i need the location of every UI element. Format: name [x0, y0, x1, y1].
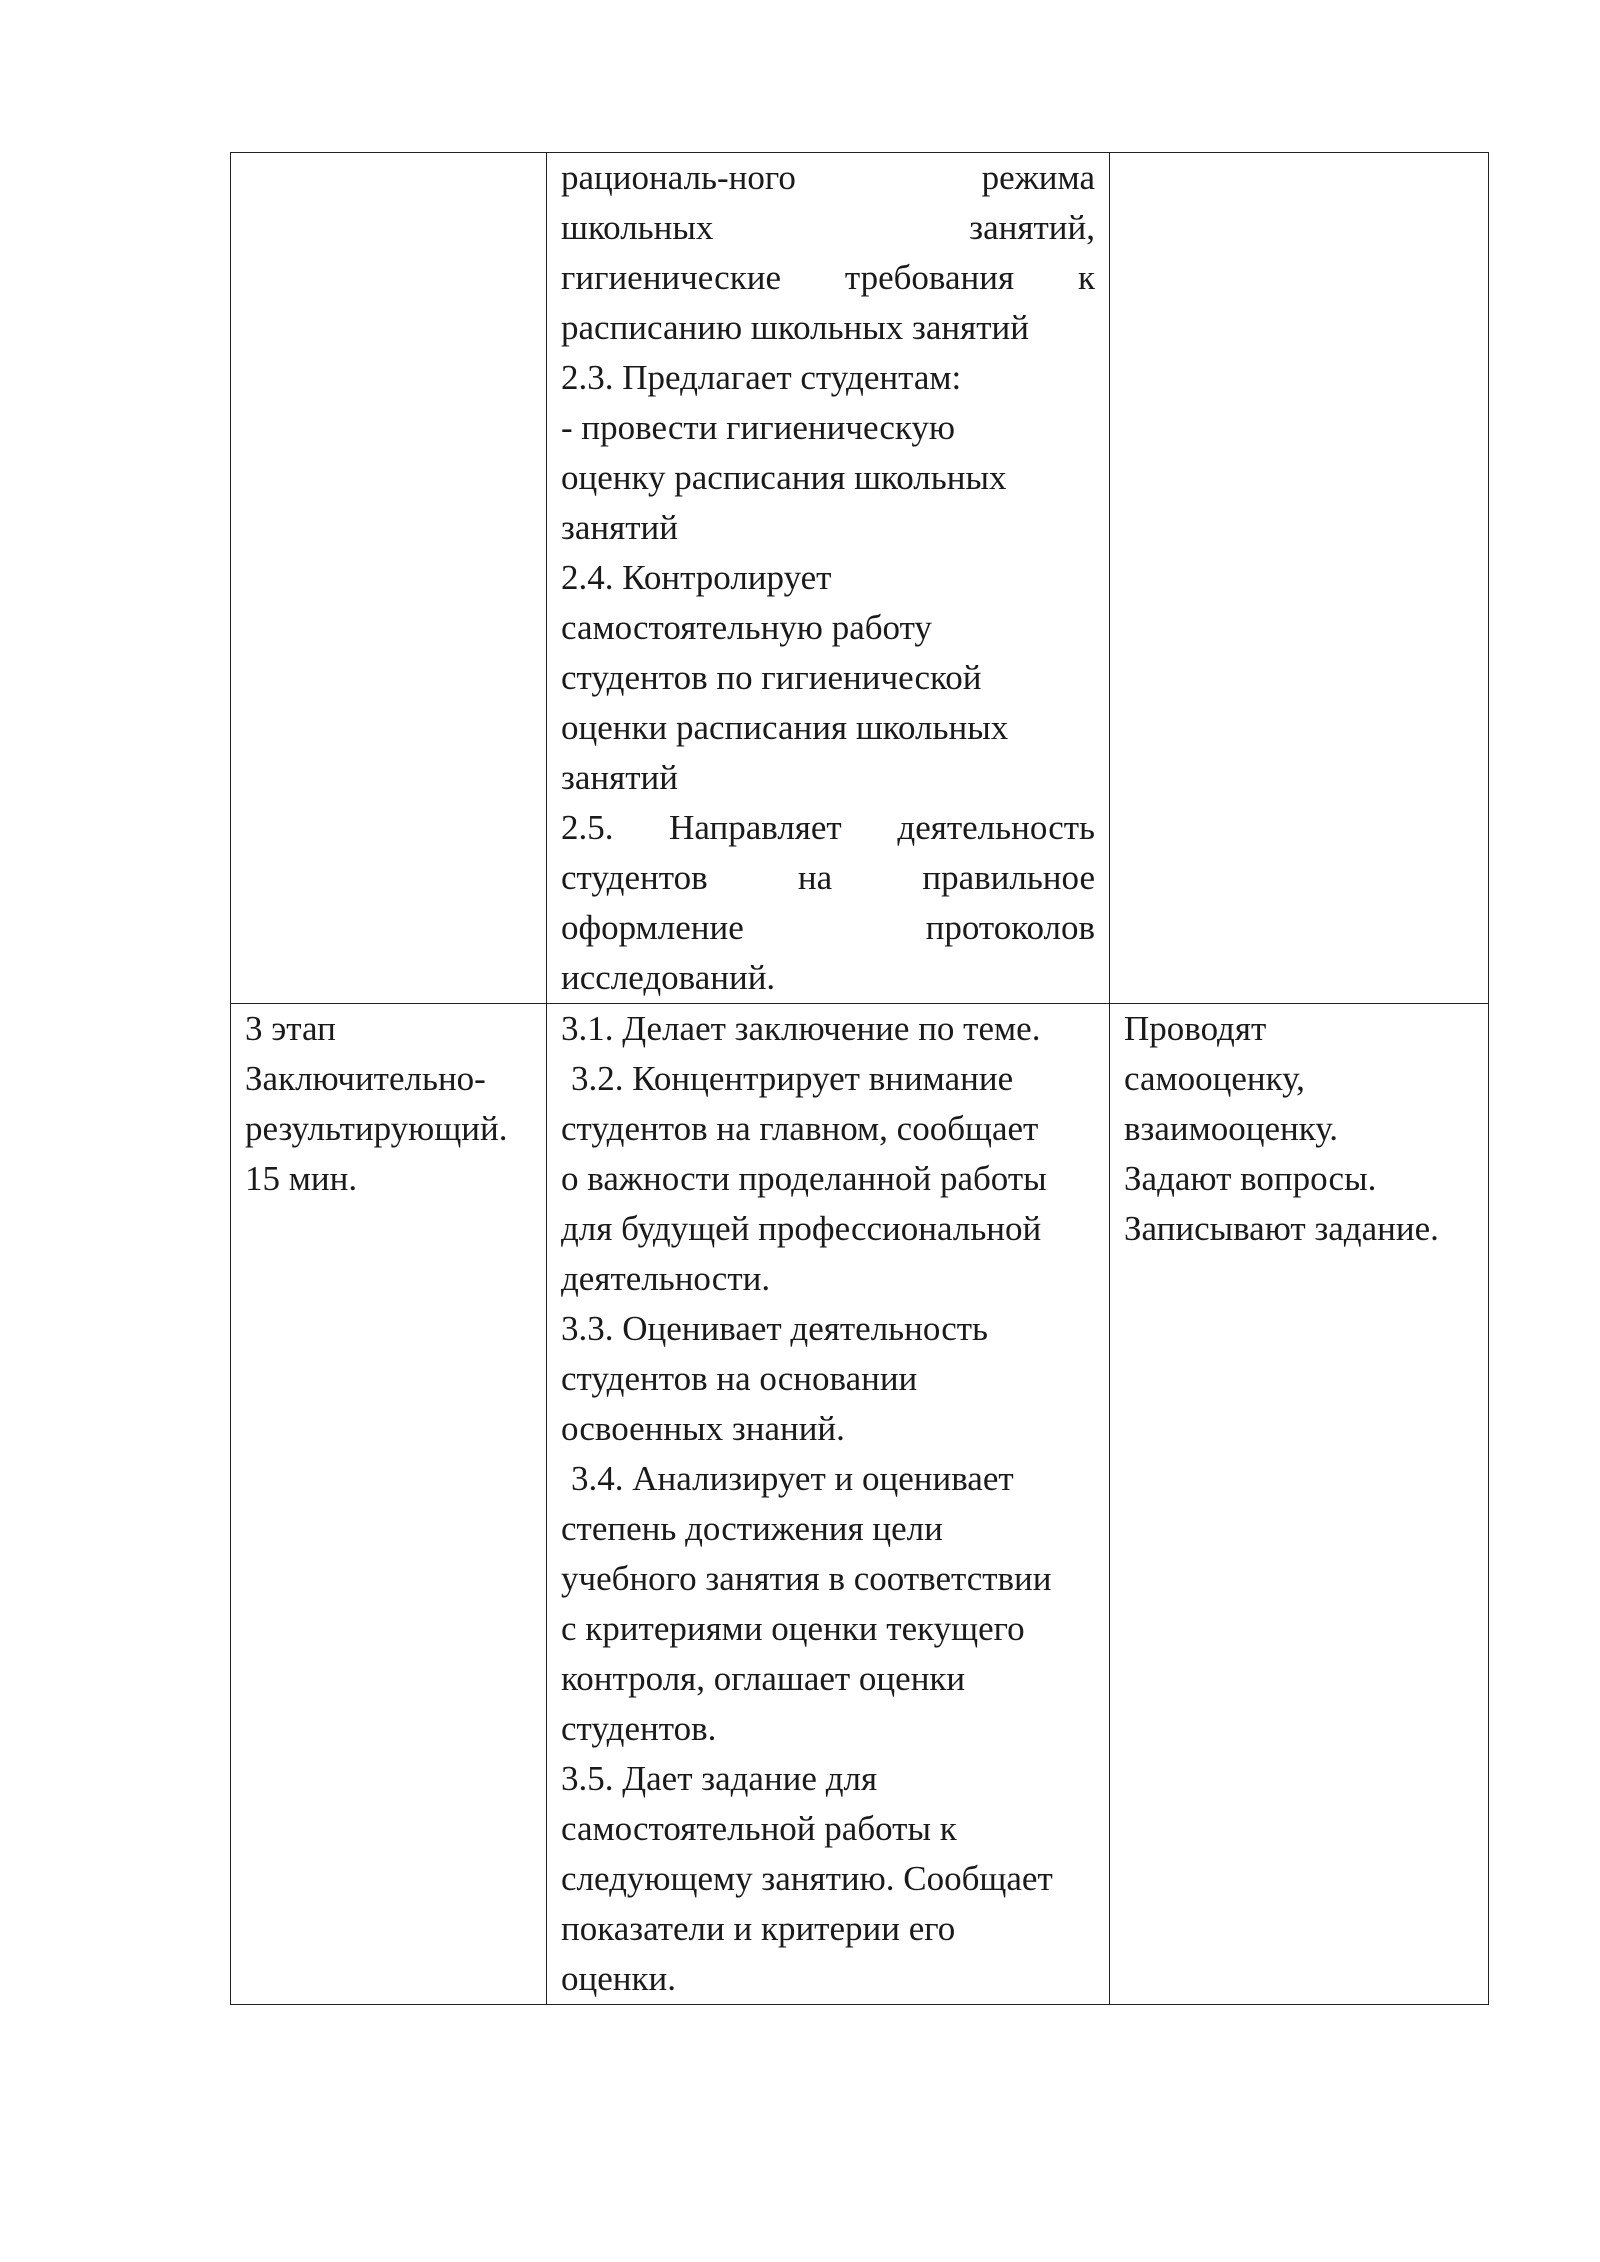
stage-title: Заключительно- [245, 1059, 486, 1098]
table-row [231, 1004, 1489, 2005]
text-line: студентов. [561, 1709, 717, 1748]
text-line: оценки. [561, 1959, 676, 1998]
stage-cell [231, 153, 547, 1004]
text-line: занятий [561, 758, 678, 797]
text-line: студентов на главном, сообщает [561, 1109, 1039, 1148]
text-line: 2.4. Контролирует [561, 558, 832, 597]
text-line: Задают вопросы. [1124, 1159, 1377, 1198]
text-line: занятий [561, 508, 678, 547]
text-line: 3.4. Анализирует и оценивает [571, 1459, 1014, 1498]
text-line: следующему занятию. Сообщает [561, 1859, 1053, 1898]
table-row [231, 153, 1489, 1004]
text-line: деятельности. [561, 1259, 771, 1298]
text-line: показатели и критерии его [561, 1909, 956, 1948]
text-line: самостоятельной работы к [561, 1809, 957, 1848]
text-line: оформление протоколов [561, 908, 1095, 947]
text-line: студентов на правильное [561, 858, 1095, 897]
text-line: учебного занятия в соответствии [561, 1559, 1052, 1598]
text-line: расписанию школьных занятий [561, 308, 1029, 347]
stage-cell [231, 1004, 547, 2005]
text-line: контроля, оглашает оценки [561, 1659, 966, 1698]
text-line: 3.2. Концентрирует внимание [571, 1059, 1014, 1098]
text-line: самооценку, [1124, 1059, 1305, 1098]
teacher-justified-block-2 [561, 803, 1095, 1003]
lesson-plan-table [230, 152, 1489, 2005]
text-line: оценки расписания школьных [561, 708, 1009, 747]
teacher-lines-block [561, 303, 1095, 803]
text-line: с критериями оценки текущего [561, 1609, 1025, 1648]
students-activity-cell [1110, 1004, 1489, 2005]
text-line: о важности проделанной работы [561, 1159, 1047, 1198]
teacher-activity-cell [547, 153, 1110, 1004]
text-line: рациональ-ного режима [561, 158, 1095, 197]
stage-number: 3 этап [245, 1009, 336, 1048]
text-line: школьных занятий, [561, 208, 1095, 247]
text-line: 2.5. Направляет деятельность [561, 808, 1095, 847]
text-line: 3.1. Делает заключение по теме. [561, 1009, 1041, 1048]
text-line: студентов по гигиенической [561, 658, 982, 697]
text-line: Проводят [1124, 1009, 1267, 1048]
text-line: для будущей профессиональной [561, 1209, 1042, 1248]
text-line: степень достижения цели [561, 1509, 943, 1548]
text-line: 3.3. Оценивает деятельность [561, 1309, 989, 1348]
text-line: самостоятельную работу [561, 608, 932, 647]
stage-duration: 15 мин. [245, 1159, 358, 1198]
text-line: исследований. [561, 958, 776, 997]
text-line: студентов на основании [561, 1359, 918, 1398]
text-line: гигиенические требования к [561, 258, 1095, 297]
text-line: 3.5. Дает задание для [561, 1759, 878, 1798]
text-line: взаимооценку. [1124, 1109, 1339, 1148]
text-line: Записывают задание. [1124, 1209, 1439, 1248]
text-line: оценку расписания школьных [561, 458, 1007, 497]
teacher-activity-cell [547, 1004, 1110, 2005]
text-line: освоенных знаний. [561, 1409, 845, 1448]
teacher-justified-block [561, 153, 1095, 303]
students-activity-cell [1110, 153, 1489, 1004]
text-line: 2.3. Предлагает студентам: [561, 358, 962, 397]
text-line: - провести гигиеническую [561, 408, 956, 447]
stage-title: результирующий. [245, 1109, 508, 1148]
